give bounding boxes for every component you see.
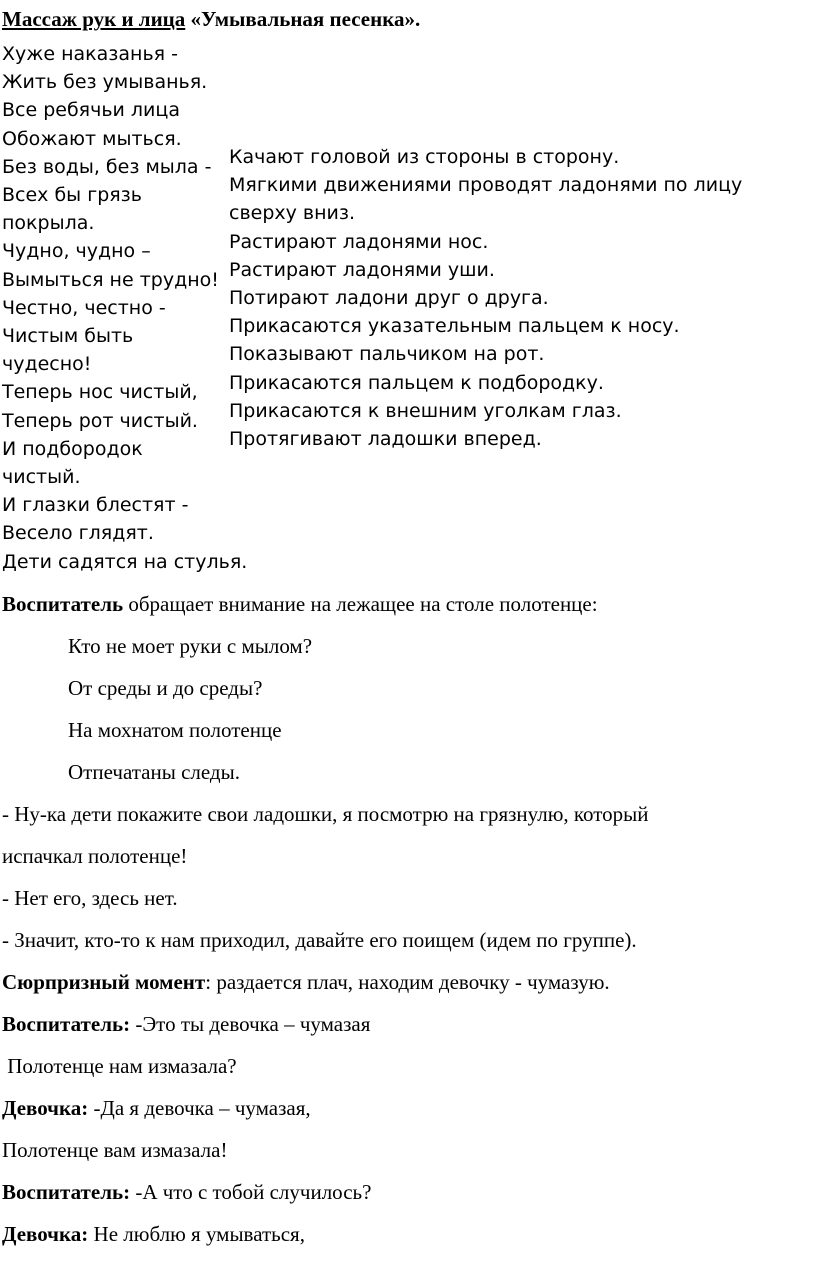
- poem-line: Чудно, чудно –: [2, 240, 151, 263]
- action-line: Растирают ладонями нос.: [229, 230, 489, 253]
- dialogue-line: [2, 592, 598, 617]
- action-line: Мягкими движениями проводят ладонями по лицу: [229, 174, 743, 197]
- poem-line: Дети садятся на стулья.: [2, 550, 248, 573]
- poem-line: Весело глядят.: [2, 522, 154, 545]
- dialogue-line: [2, 1222, 305, 1247]
- poem-line: Обожают мыться.: [2, 127, 182, 150]
- poem-line: чистый.: [2, 466, 81, 489]
- poem-column: [2, 40, 247, 576]
- dialogue-line: [2, 1096, 311, 1121]
- speaker-label: Воспитатель: [2, 592, 124, 616]
- poem-line: И подбородок: [2, 437, 143, 460]
- speaker-label: Воспитатель:: [2, 1180, 131, 1204]
- poem-line: Чистым быть: [2, 325, 134, 348]
- action-line: Растирают ладонями уши.: [229, 258, 495, 281]
- dialogue-text: -А что с тобой случилось?: [130, 1180, 372, 1204]
- dialogue-text: -Это ты девочка – чумазая: [130, 1012, 371, 1036]
- poem-line: Вымыться не трудно!: [2, 268, 219, 291]
- speaker-label: Воспитатель:: [2, 1012, 131, 1036]
- dialogue-line: [2, 844, 187, 869]
- action-line: Потирают ладони друг о друга.: [229, 287, 549, 310]
- poem-line: Жить без умыванья.: [2, 71, 208, 94]
- poem-line: Теперь нос чистый,: [2, 381, 198, 404]
- title-rest: «Умывальная песенка».: [185, 7, 421, 31]
- speaker-label: Сюрпризный момент: [2, 970, 206, 994]
- rhyme-line: [68, 676, 262, 701]
- dialogue-line: [2, 886, 178, 911]
- poem-line: Без воды, без мыла -: [2, 155, 212, 178]
- action-line: сверху вниз.: [229, 202, 356, 225]
- dialogue-text: -Да я девочка – чумазая,: [88, 1096, 311, 1120]
- action-line: Прикасаются пальцем к подбородку.: [229, 371, 604, 394]
- dialogue-line: [2, 1012, 370, 1037]
- dialogue-line: [2, 1054, 237, 1079]
- rhyme-line: [68, 718, 282, 743]
- poem-line: покрыла.: [2, 212, 95, 235]
- action-line: Показывают пальчиком на рот.: [229, 343, 545, 366]
- dialogue-text: Не люблю я умываться,: [88, 1222, 305, 1246]
- poem-line: Честно, честно -: [2, 296, 166, 319]
- dialogue-line: [2, 802, 649, 827]
- action-line: Качают головой из стороны в сторону.: [229, 146, 620, 168]
- speaker-label: Девочка:: [2, 1096, 89, 1120]
- dialogue-line: [2, 970, 610, 995]
- action-line: Прикасаются к внешним уголкам глаз.: [229, 399, 622, 422]
- dialogue-line: [2, 1138, 227, 1163]
- poem-line: И глазки блестят -: [2, 494, 189, 517]
- dialogue-text: Полотенце нам измазала?: [2, 1054, 237, 1078]
- poem-line: Все ребячьи лица: [2, 99, 180, 122]
- dialogue-text: - Ну-ка дети покажите свои ладошки, я посмотрю на грязнулю, который: [2, 802, 649, 826]
- dialogue-text: - Значит, кто-то к нам приходил, давайте его поищем (идем по группе).: [2, 928, 637, 952]
- poem-line: чудесно!: [2, 353, 92, 376]
- actions-column: [229, 143, 742, 453]
- document-title: [2, 7, 420, 32]
- rhyme-line: [68, 634, 312, 659]
- dialogue-text: : раздается плач, находим девочку - чумазую.: [205, 970, 610, 994]
- poem-line: Теперь рот чистый.: [2, 409, 198, 432]
- dialogue-text: - Нет его, здесь нет.: [2, 886, 178, 910]
- poem-line: Всех бы грязь: [2, 184, 142, 207]
- dialogue-text: Кто не моет руки с мылом?: [68, 634, 313, 658]
- dialogue-text: обращает внимание на лежащее на столе полотенце:: [123, 592, 598, 616]
- dialogue-line: [2, 928, 637, 953]
- title-underlined: Массаж рук и лица: [2, 7, 186, 31]
- dialogue-text: От среды и до среды?: [68, 676, 263, 700]
- dialogue-text: Отпечатаны следы.: [68, 760, 240, 784]
- action-line: Прикасаются указательным пальцем к носу.: [229, 315, 680, 338]
- dialogue-line: [2, 1180, 371, 1205]
- dialogue-text: Полотенце вам измазала!: [2, 1138, 228, 1162]
- dialogue-text: испачкал полотенце!: [2, 844, 188, 868]
- rhyme-line: [68, 760, 240, 785]
- speaker-label: Девочка:: [2, 1222, 89, 1246]
- action-line: Протягивают ладошки вперед.: [229, 428, 542, 451]
- dialogue-text: На мохнатом полотенце: [68, 718, 282, 742]
- poem-line: Хуже наказанья -: [2, 43, 178, 65]
